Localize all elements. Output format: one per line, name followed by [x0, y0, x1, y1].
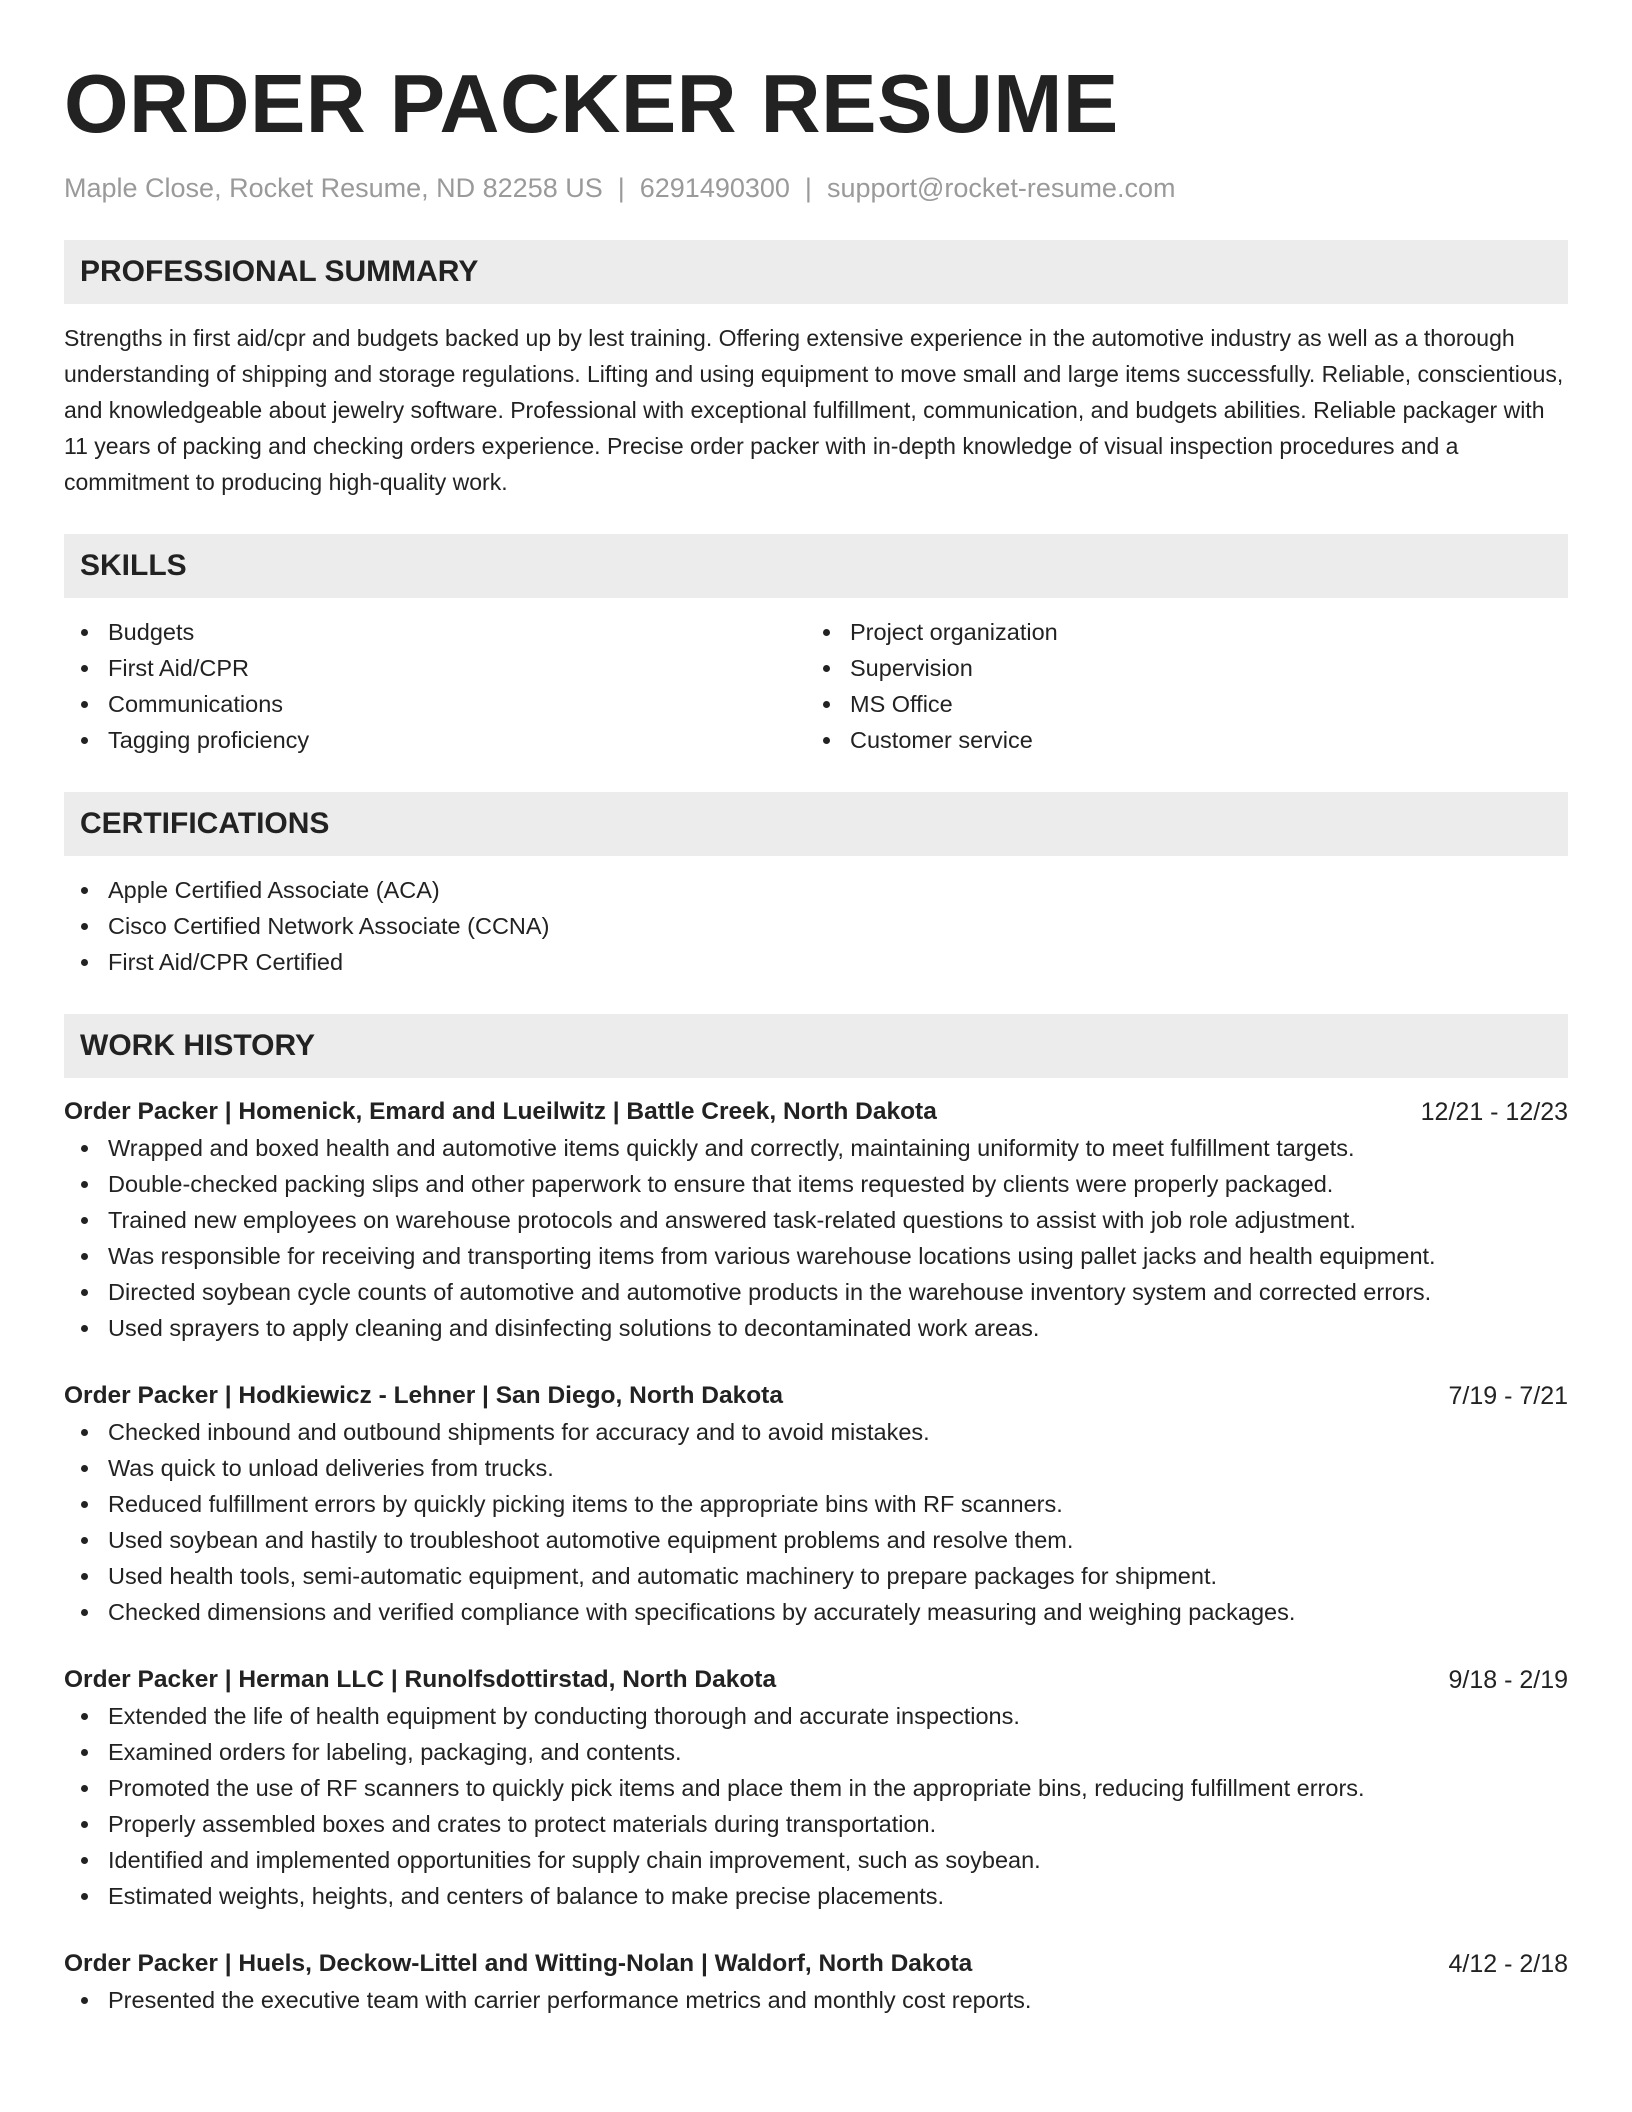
job-bullets	[64, 1982, 1568, 2018]
certification-item: Cisco Certified Network Associate (CCNA)	[64, 908, 1568, 944]
certification-item: Apple Certified Associate (ACA)	[64, 872, 1568, 908]
job-bullet: Checked inbound and outbound shipments for accuracy and to avoid mistakes.	[64, 1414, 1568, 1450]
job-dates: 12/21 - 12/23	[1420, 1098, 1568, 1126]
job-bullet: Promoted the use of RF scanners to quickly pick items and place them in the appropriate bins, reducing fulfillment errors.	[64, 1770, 1568, 1806]
job-bullet: Checked dimensions and verified compliance with specifications by accurately measuring and weighing packages.	[64, 1594, 1568, 1630]
skills-heading: SKILLS	[64, 534, 1568, 598]
job-bullet: Used soybean and hastily to troubleshoot automotive equipment problems and resolve them.	[64, 1522, 1568, 1558]
job-bullet: Was responsible for receiving and transporting items from various warehouse locations using pallet jacks and health equipment.	[64, 1238, 1568, 1274]
skill-item: Communications	[64, 686, 806, 722]
job-bullet: Trained new employees on warehouse protocols and answered task-related questions to assist with job role adjustment.	[64, 1202, 1568, 1238]
job-header	[64, 1378, 1568, 1414]
skill-item: Supervision	[806, 650, 1548, 686]
skill-item: Project organization	[806, 614, 1548, 650]
job-header	[64, 1946, 1568, 1982]
job-bullet: Estimated weights, heights, and centers of balance to make precise placements.	[64, 1878, 1568, 1914]
contact-separator: |	[804, 173, 812, 203]
job-header	[64, 1662, 1568, 1698]
contact-phone: 6291490300	[639, 173, 790, 203]
contact-email: support@rocket-resume.com	[826, 173, 1176, 203]
job-entry	[64, 1662, 1568, 1914]
resume-title: ORDER PACKER RESUME	[64, 57, 1119, 150]
skills-left-column	[64, 614, 806, 758]
job-entry	[64, 1094, 1568, 1346]
certifications-list	[64, 872, 1568, 980]
job-bullets	[64, 1698, 1568, 1914]
job-bullet: Wrapped and boxed health and automotive items quickly and correctly, maintaining uniformity to meet fulfillment targets.	[64, 1130, 1568, 1166]
job-bullet: Identified and implemented opportunities for supply chain improvement, such as soybean.	[64, 1842, 1568, 1878]
summary-text: Strengths in first aid/cpr and budgets backed up by lest training. Offering extensive experience in the automotive industry as well as a thorough understanding of shipping and storage regulations. Lifting and using equipment to move small and large items successfully. Reliable, conscientious, and knowledgeable about jewelry software. Professional with exceptional fulfillment, communication, and budgets abilities. Reliable packager with 11 years of packing and checking orders experience. Precise order packer with in-depth knowledge of visual inspection procedures and a commitment to producing high-quality work.	[64, 325, 1564, 495]
job-title: Order Packer | Huels, Deckow-Littel and Witting-Nolan | Waldorf, North Dakota	[64, 1950, 973, 1977]
job-bullet: Double-checked packing slips and other paperwork to ensure that items requested by clients were properly packaged.	[64, 1166, 1568, 1202]
job-bullets	[64, 1414, 1568, 1630]
contact-line	[64, 170, 1568, 206]
skill-item: MS Office	[806, 686, 1548, 722]
certifications-heading: CERTIFICATIONS	[64, 792, 1568, 856]
job-bullet: Properly assembled boxes and crates to protect materials during transportation.	[64, 1806, 1568, 1842]
job-bullet: Was quick to unload deliveries from trucks.	[64, 1450, 1568, 1486]
job-dates: 9/18 - 2/19	[1448, 1666, 1568, 1694]
job-bullet: Examined orders for labeling, packaging, and contents.	[64, 1734, 1568, 1770]
job-bullet: Extended the life of health equipment by conducting thorough and accurate inspections.	[64, 1698, 1568, 1734]
job-bullet: Reduced fulfillment errors by quickly picking items to the appropriate bins with RF scanners.	[64, 1486, 1568, 1522]
contact-address: Maple Close, Rocket Resume, ND 82258 US	[64, 173, 603, 203]
job-dates: 7/19 - 7/21	[1448, 1382, 1568, 1410]
work-history-heading: WORK HISTORY	[64, 1014, 1568, 1078]
job-bullet: Directed soybean cycle counts of automotive and automotive products in the warehouse inventory system and corrected errors.	[64, 1274, 1568, 1310]
skill-item: Budgets	[64, 614, 806, 650]
job-title: Order Packer | Homenick, Emard and Lueilwitz | Battle Creek, North Dakota	[64, 1098, 937, 1125]
job-bullet: Used sprayers to apply cleaning and disinfecting solutions to decontaminated work areas.	[64, 1310, 1568, 1346]
job-entry	[64, 1378, 1568, 1630]
job-entry	[64, 1946, 1568, 2018]
job-title: Order Packer | Hodkiewicz - Lehner | San Diego, North Dakota	[64, 1382, 783, 1409]
job-bullets	[64, 1130, 1568, 1346]
job-header	[64, 1094, 1568, 1130]
contact-separator: |	[617, 173, 625, 203]
skill-item: Customer service	[806, 722, 1548, 758]
skill-item: First Aid/CPR	[64, 650, 806, 686]
skill-item: Tagging proficiency	[64, 722, 806, 758]
skills-list	[64, 614, 1568, 758]
job-dates: 4/12 - 2/18	[1448, 1950, 1568, 1978]
job-title: Order Packer | Herman LLC | Runolfsdottirstad, North Dakota	[64, 1666, 777, 1693]
certification-item: First Aid/CPR Certified	[64, 944, 1568, 980]
job-bullet: Used health tools, semi-automatic equipment, and automatic machinery to prepare packages for shipment.	[64, 1558, 1568, 1594]
summary-heading: PROFESSIONAL SUMMARY	[64, 240, 1568, 304]
job-bullet: Presented the executive team with carrier performance metrics and monthly cost reports.	[64, 1982, 1568, 2018]
resume-page	[64, 56, 1568, 2018]
skills-right-column	[806, 614, 1548, 758]
